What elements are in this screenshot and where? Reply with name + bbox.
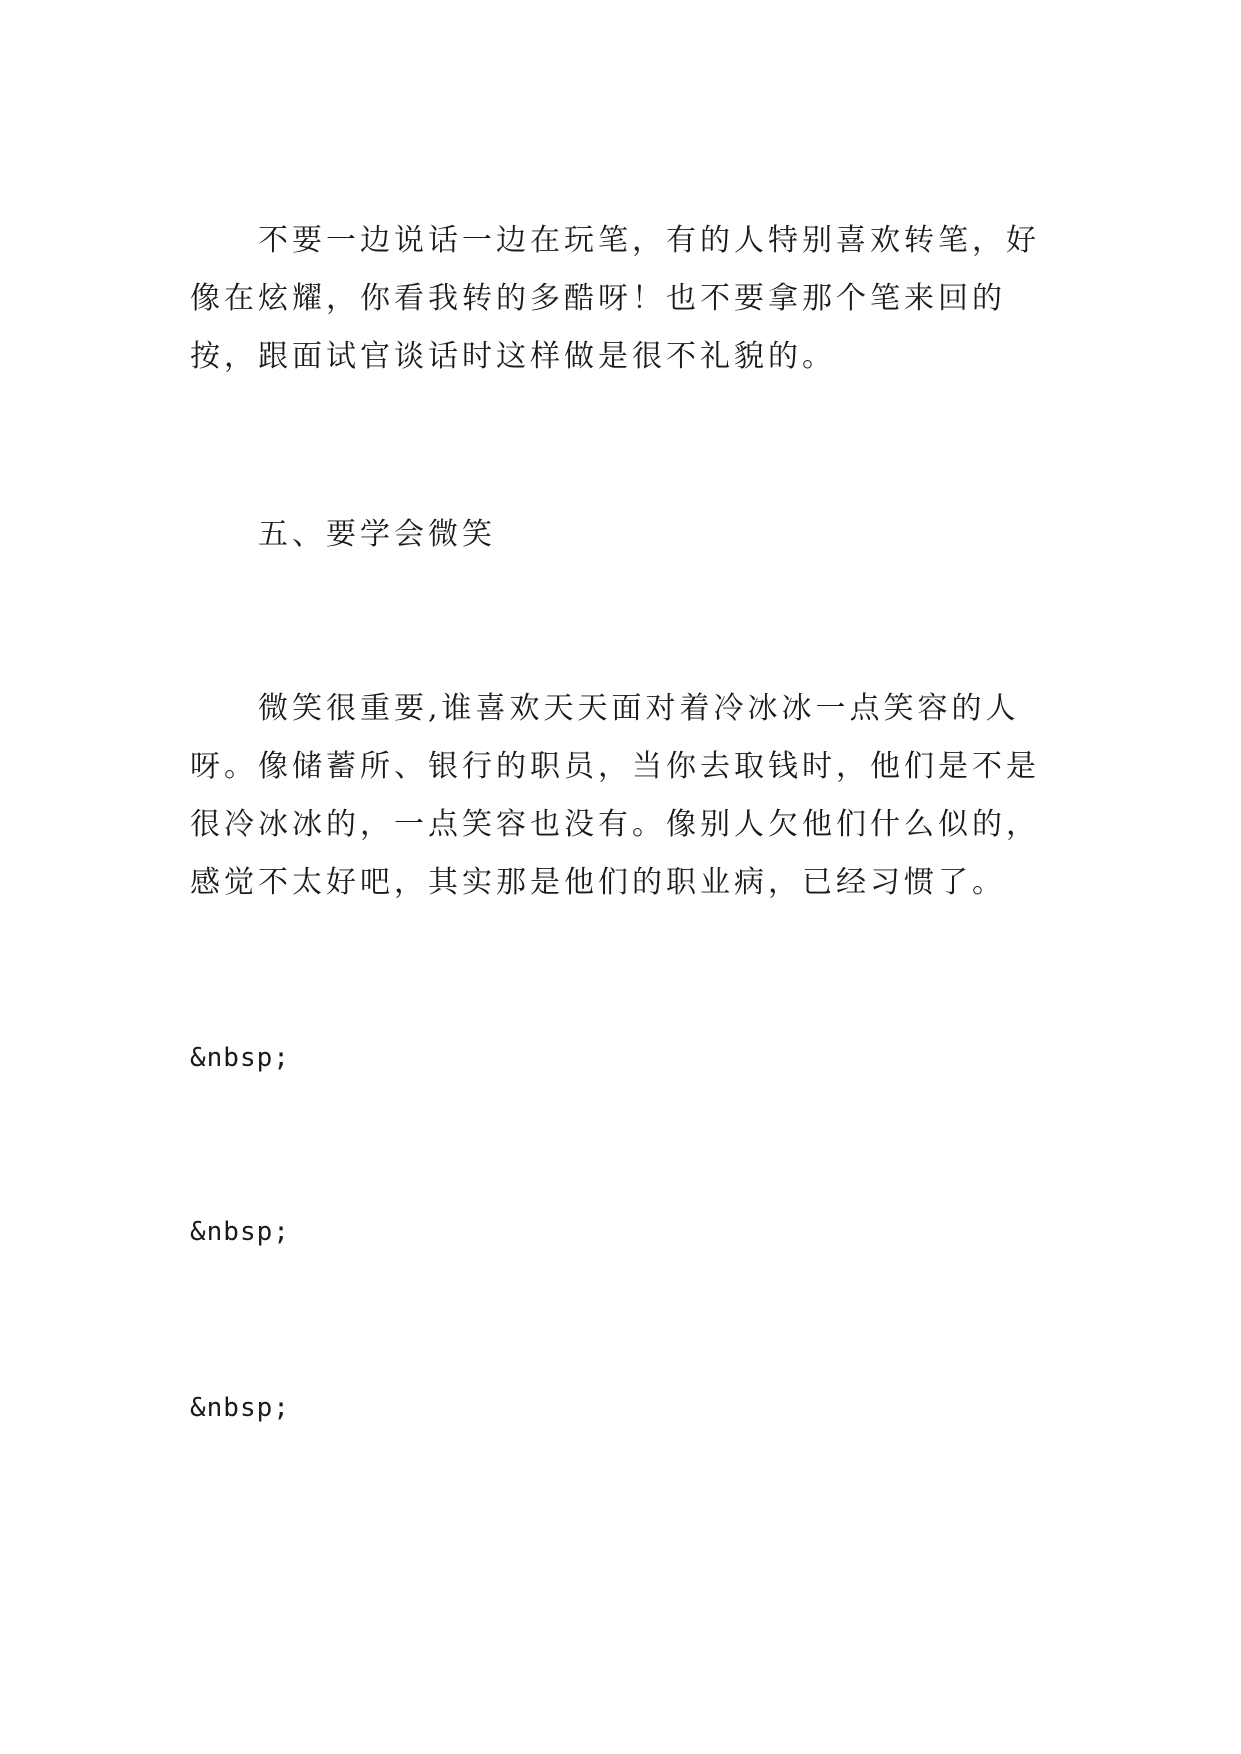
nbsp-text-2: &nbsp;	[190, 1217, 290, 1247]
section-heading-smile: 五、要学会微笑	[258, 517, 496, 552]
nbsp-text-3: &nbsp;	[190, 1393, 290, 1423]
nbsp-text-1: &nbsp;	[190, 1043, 290, 1073]
paragraph-smile-importance: 微笑很重要,谁喜欢天天面对着冷冰冰一点笑容的人呀。像储蓄所、银行的职员，当你去取钱时，他们是不是很冷冰冰的，一点笑容也没有。像别人欠他们什么似的，感觉不太好吧，其实那是他们的职业病，已经习惯了。	[190, 691, 1040, 900]
paragraph-pen-etiquette: 不要一边说话一边在玩笔，有的人特别喜欢转笔，好像在炫耀，你看我转的多酷呀！也不要拿那个笔来回的按，跟面试官谈话时这样做是很不礼貌的。	[190, 223, 1040, 374]
